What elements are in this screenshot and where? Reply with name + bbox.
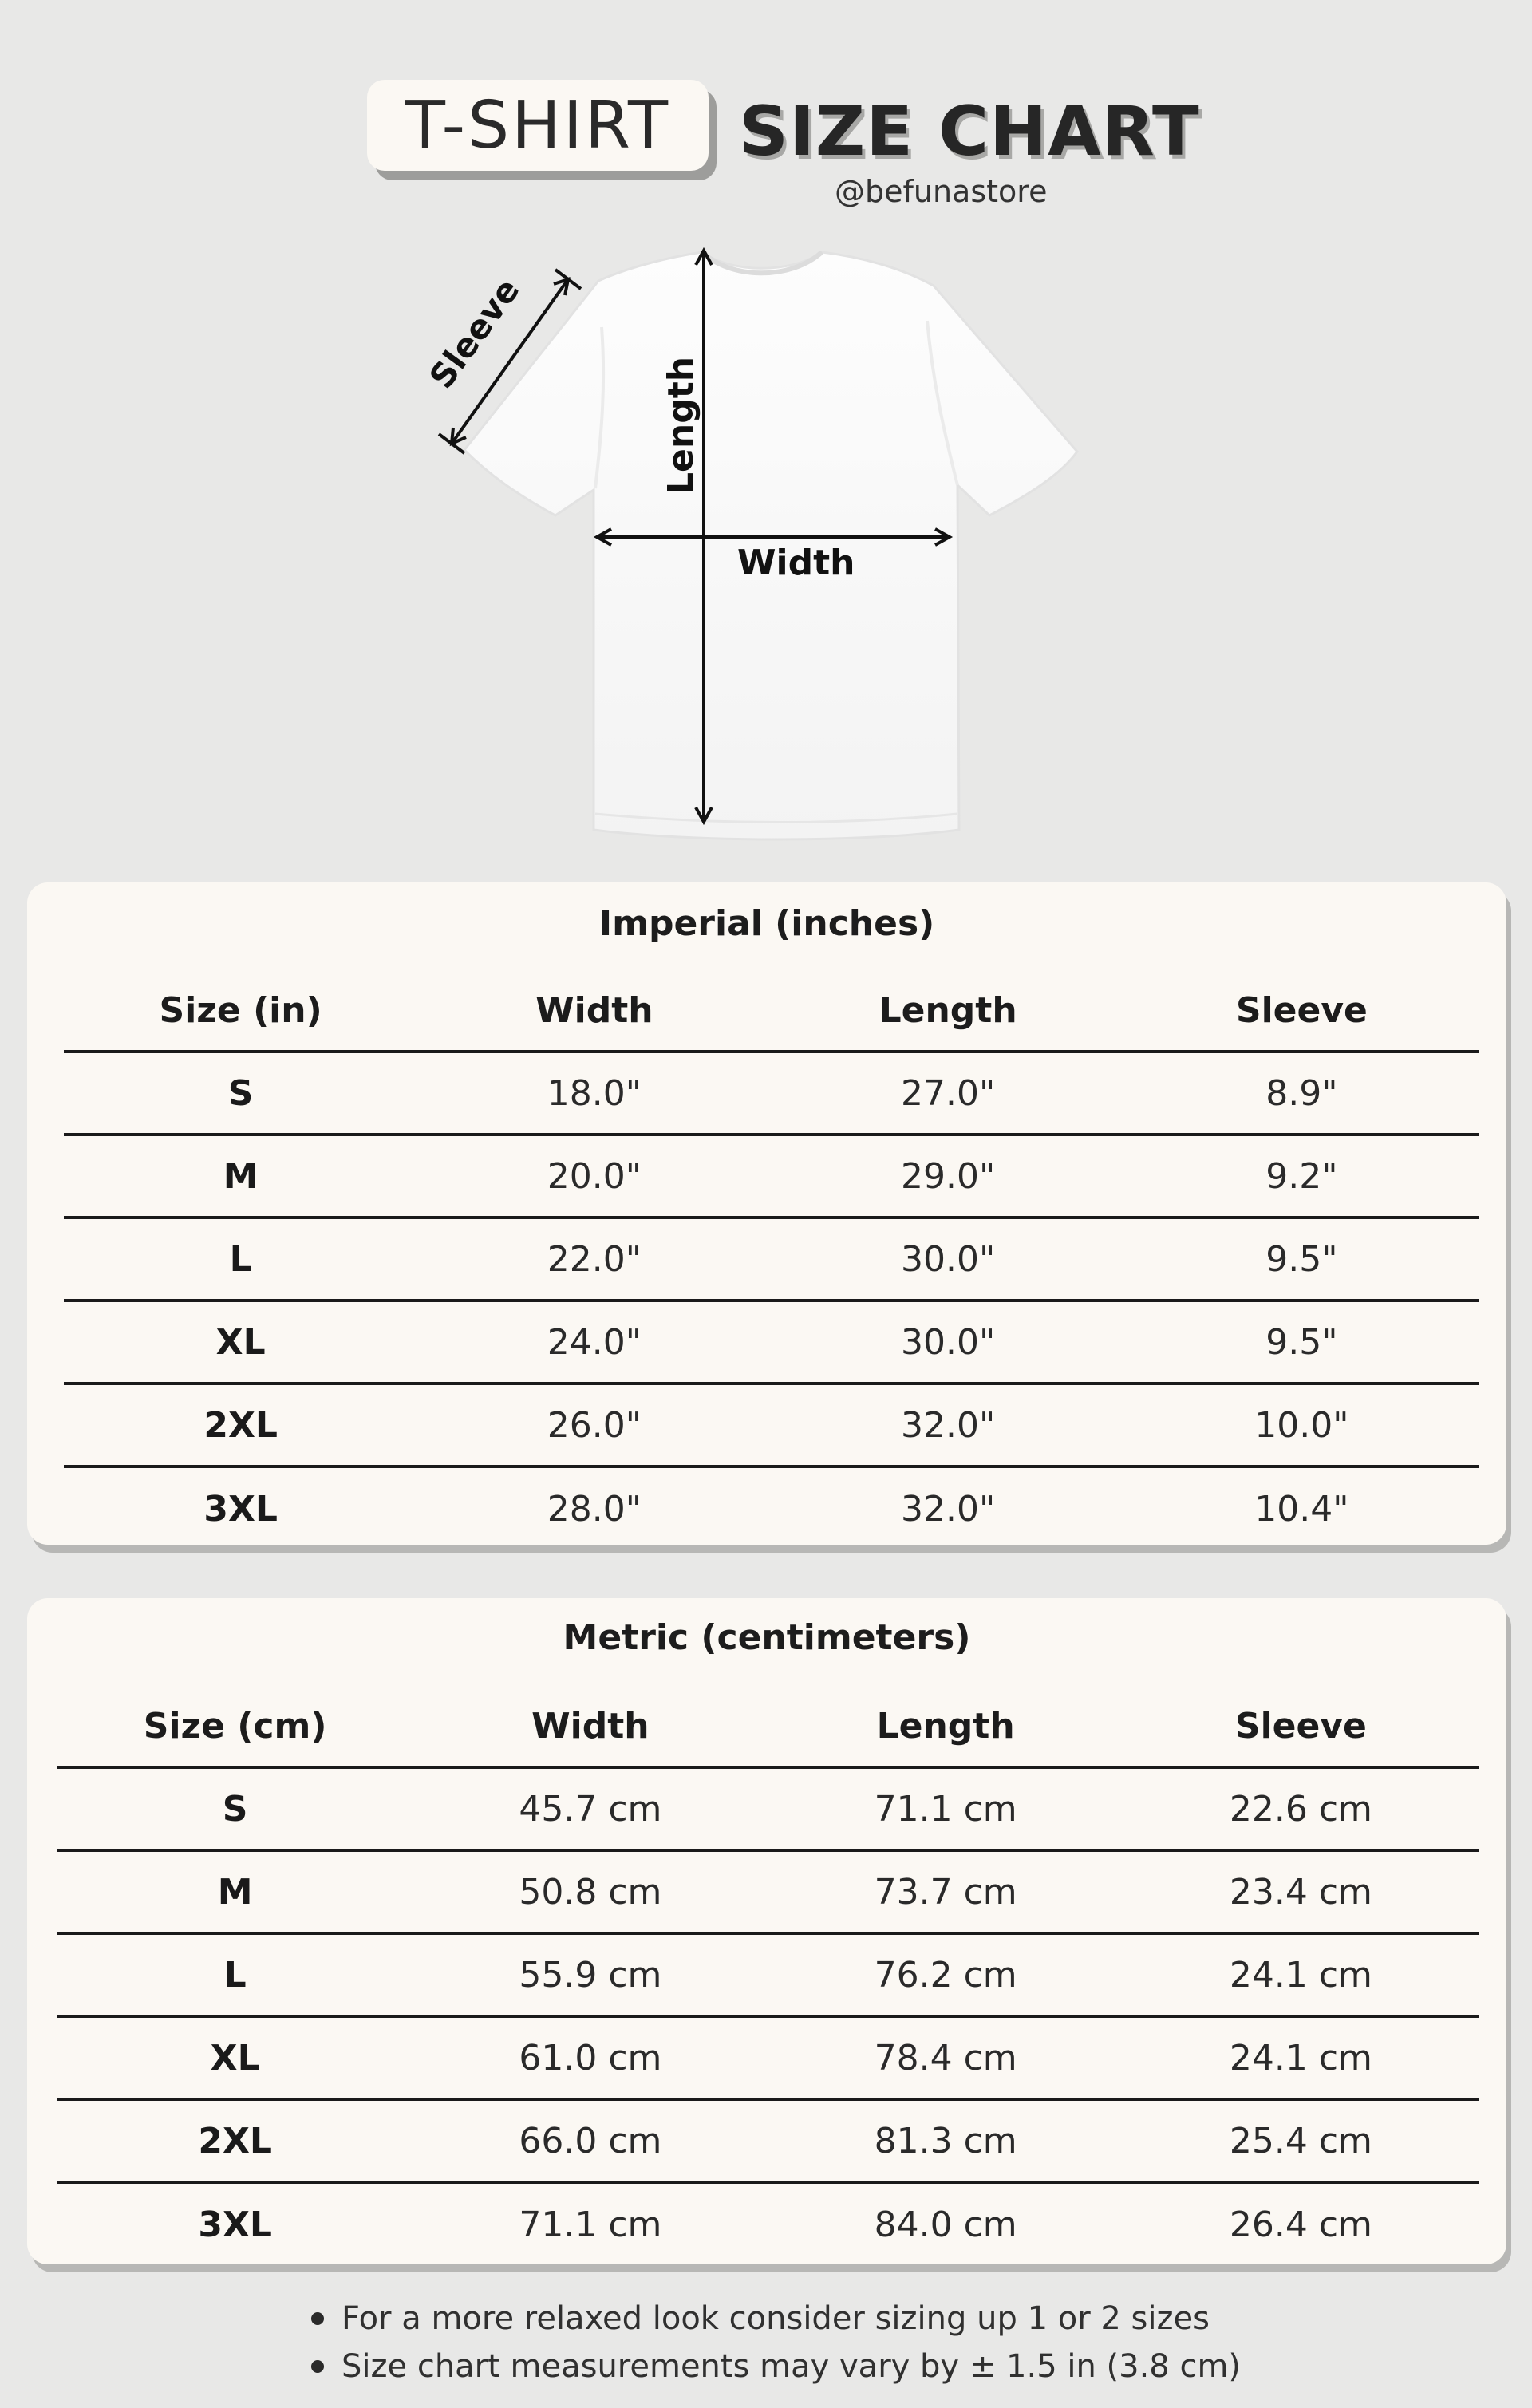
metric-table-title: Metric (centimeters) [563, 1617, 971, 1658]
tshirt-illustration [415, 231, 1117, 862]
bullet-icon [311, 2360, 324, 2373]
length-cell: 71.1 cm [874, 1788, 1017, 1830]
width-cell: 50.8 cm [519, 1871, 662, 1913]
product-pill: T-SHIRT [367, 80, 709, 171]
table-row [57, 1933, 1479, 2016]
size-cell: 2XL [198, 2120, 272, 2161]
table-row [64, 1052, 1479, 1135]
table-row [64, 1218, 1479, 1301]
sleeve-cell: 9.5" [1265, 1321, 1338, 1363]
sleeve-cell: 10.0" [1254, 1404, 1349, 1446]
table-row [57, 2099, 1479, 2182]
length-cell: 30.0" [901, 1238, 996, 1280]
width-cell: 24.0" [547, 1321, 642, 1363]
length-cell: 27.0" [901, 1072, 996, 1114]
width-cell: 66.0 cm [519, 2120, 662, 2161]
column-header: Length [876, 1705, 1015, 1747]
width-label: Width [737, 543, 855, 583]
width-cell: 18.0" [547, 1072, 642, 1114]
width-cell: 71.1 cm [519, 2204, 662, 2245]
size-cell: 2XL [203, 1404, 278, 1446]
table-row [57, 1767, 1479, 1850]
sleeve-cell: 9.2" [1265, 1155, 1338, 1197]
column-header: Sleeve [1234, 1705, 1367, 1747]
table-row [64, 1467, 1479, 1549]
length-label: Length [661, 356, 701, 495]
column-header: Sleeve [1235, 989, 1368, 1031]
width-cell: 22.0" [547, 1238, 642, 1280]
imperial-size-table-card [27, 882, 1506, 1545]
column-header: Size (cm) [143, 1705, 327, 1747]
table-row [57, 2182, 1479, 2265]
tshirt-diagram [415, 231, 1117, 862]
size-cell: L [229, 1238, 252, 1280]
store-handle: @befunastore [835, 174, 1048, 209]
length-cell: 32.0" [901, 1404, 996, 1446]
length-cell: 84.0 cm [874, 2204, 1017, 2245]
sleeve-cell: 23.4 cm [1229, 1871, 1372, 1913]
sleeve-cell: 24.1 cm [1229, 2037, 1372, 2078]
imperial-size-table [64, 970, 1479, 1549]
note-text: Size chart measurements may vary by ± 1.5 in (3.8 cm) [342, 2348, 1242, 2385]
notes-list [311, 2295, 1428, 2390]
size-cell: 3XL [198, 2204, 272, 2245]
imperial-table-title: Imperial (inches) [598, 903, 935, 944]
length-cell: 30.0" [901, 1321, 996, 1363]
sleeve-cell: 9.5" [1265, 1238, 1338, 1280]
size-cell: S [227, 1072, 254, 1114]
note-item [311, 2343, 1428, 2390]
sleeve-label: Sleeve [421, 270, 527, 396]
sleeve-cell: 25.4 cm [1229, 2120, 1372, 2161]
metric-size-table [57, 1686, 1479, 2265]
size-cell: M [223, 1155, 259, 1197]
size-cell: XL [210, 2037, 260, 2078]
note-text: For a more relaxed look consider sizing up 1 or 2 sizes [342, 2300, 1210, 2337]
width-cell: 20.0" [547, 1155, 642, 1197]
table-row [64, 1384, 1479, 1467]
table-row [64, 1301, 1479, 1384]
length-cell: 29.0" [901, 1155, 996, 1197]
width-cell: 26.0" [547, 1404, 642, 1446]
size-cell: L [223, 1954, 247, 1995]
header [0, 80, 1532, 184]
size-cell: 3XL [203, 1488, 278, 1530]
width-cell: 45.7 cm [519, 1788, 662, 1830]
size-cell: XL [215, 1321, 266, 1363]
table-row [64, 1135, 1479, 1218]
note-item [311, 2295, 1428, 2343]
table-row [57, 2016, 1479, 2099]
length-cell: 73.7 cm [874, 1871, 1017, 1913]
bullet-icon [311, 2312, 324, 2325]
size-cell: S [222, 1788, 248, 1830]
table-header-row [57, 1686, 1479, 1767]
column-header: Width [531, 1705, 650, 1747]
length-cell: 81.3 cm [874, 2120, 1017, 2161]
width-cell: 61.0 cm [519, 2037, 662, 2078]
column-header: Length [879, 989, 1017, 1031]
page-title: SIZE CHART [739, 92, 1200, 172]
width-cell: 55.9 cm [519, 1954, 662, 1995]
length-cell: 32.0" [901, 1488, 996, 1530]
sleeve-cell: 10.4" [1254, 1488, 1349, 1530]
column-header: Size (in) [159, 989, 322, 1031]
table-row [57, 1850, 1479, 1933]
sleeve-cell: 22.6 cm [1229, 1788, 1372, 1830]
width-cell: 28.0" [547, 1488, 642, 1530]
length-cell: 76.2 cm [874, 1954, 1017, 1995]
metric-size-table-card [27, 1598, 1506, 2264]
size-cell: M [217, 1871, 253, 1913]
table-header-row [64, 970, 1479, 1052]
sleeve-cell: 8.9" [1265, 1072, 1338, 1114]
column-header: Width [535, 989, 653, 1031]
sleeve-cell: 26.4 cm [1229, 2204, 1372, 2245]
length-cell: 78.4 cm [874, 2037, 1017, 2078]
sleeve-cell: 24.1 cm [1229, 1954, 1372, 1995]
